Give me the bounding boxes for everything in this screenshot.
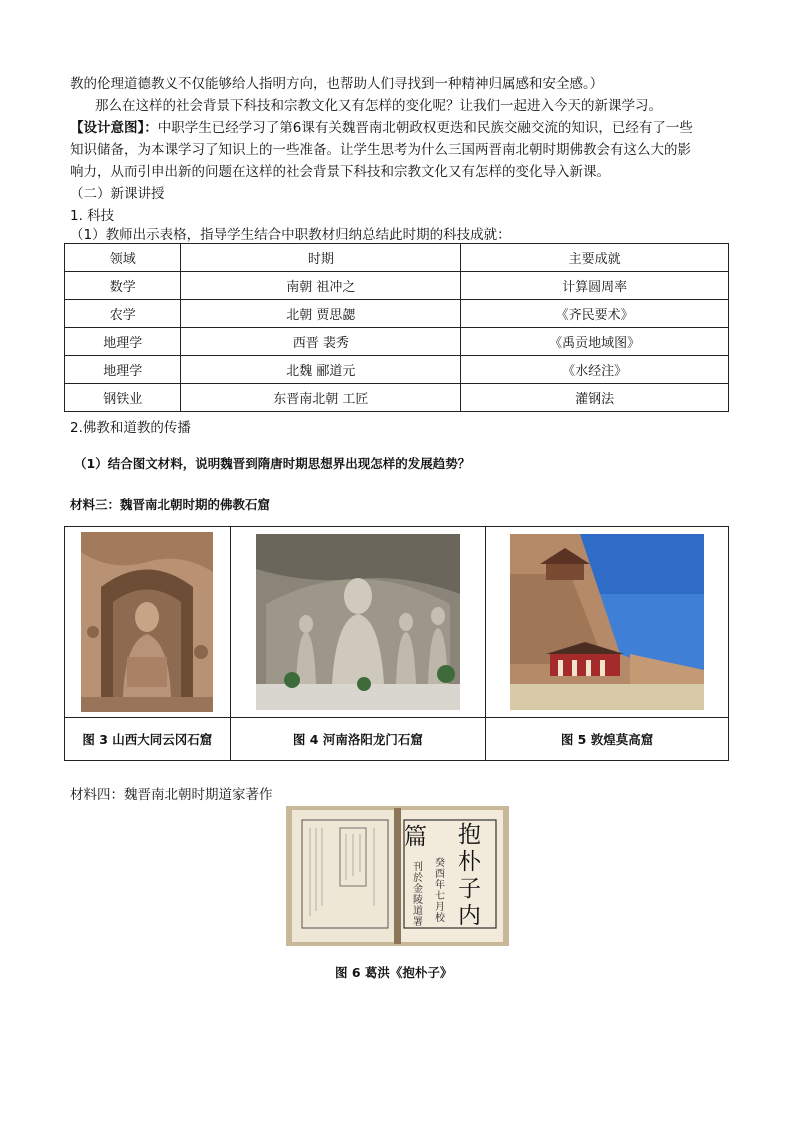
- design-intent-line-1: [70, 117, 693, 139]
- table-cell: 地理学: [65, 328, 181, 356]
- longmen-grotto-image: [256, 534, 460, 710]
- longmen-cell: [230, 527, 485, 718]
- book-title-char: 抱: [458, 822, 481, 848]
- table-cell: 地理学: [65, 356, 181, 384]
- table-cell: 北朝 贾思勰: [181, 300, 461, 328]
- book-title: [458, 822, 484, 930]
- table-cell: 计算圆周率: [461, 272, 729, 300]
- book-side-char: 篇: [404, 824, 427, 850]
- book-note-right: 癸酉年七月校: [435, 858, 445, 924]
- buddhism-heading: 2.佛教和道教的传播: [70, 420, 191, 436]
- table-cell: 《齐民要术》: [461, 300, 729, 328]
- intro-line-1: 教的伦理道德教义不仅能够给人指明方向，也帮助人们寻找到一种精神归属感和安全感。）: [70, 76, 604, 92]
- figure-caption: 图 3 山西大同云冈石窟: [65, 718, 231, 761]
- table-header-row: [65, 244, 729, 272]
- header-cell: 时期: [181, 244, 461, 272]
- book-title-char: 子: [458, 876, 481, 902]
- table-cell: 《禹贡地域图》: [461, 328, 729, 356]
- table-row: [65, 356, 729, 384]
- question-text: （1）结合图文材料，说明魏晋到隋唐时期思想界出现怎样的发展趋势？: [74, 456, 471, 471]
- table-row: [65, 384, 729, 412]
- tech-table: [64, 243, 729, 412]
- design-intent-label: 【设计意图】：: [70, 120, 158, 136]
- table-row: [65, 272, 729, 300]
- mogao-cell: [486, 527, 729, 718]
- table-cell: 东晋南北朝 工匠: [181, 384, 461, 412]
- design-intent-text-1: 中职学生已经学习了第6课有关魏晋南北朝政权更迭和民族交融交流的知识，已经有了一些: [157, 120, 693, 136]
- mogao-grotto-image: [510, 534, 704, 710]
- design-intent-line-2: 知识储备，为本课学习了知识上的一些准备。让学生思考为什么三国两晋南北朝时期佛教会有这么大的影: [70, 142, 691, 158]
- yungang-grotto-image: [81, 532, 213, 712]
- header-cell: 主要成就: [461, 244, 729, 272]
- figure-caption: 图 4 河南洛阳龙门石窟: [230, 718, 485, 761]
- table-cell: 南朝 祖冲之: [181, 272, 461, 300]
- grotto-figure-table: [64, 526, 729, 761]
- book-note-left: 刊於金陵道署: [413, 862, 423, 928]
- header-cell: 领域: [65, 244, 181, 272]
- book-title-char: 内: [458, 903, 481, 929]
- table-cell: 数学: [65, 272, 181, 300]
- table-cell: 北魏 郦道元: [181, 356, 461, 384]
- section-heading: （二）新课讲授: [70, 186, 165, 202]
- table-cell: 灌钢法: [461, 384, 729, 412]
- material-4-title: 材料四：魏晋南北朝时期道家著作: [70, 787, 273, 803]
- design-intent-line-3: 响力，从而引申出新的问题在这样的社会背景下科技和宗教文化又有怎样的变化导入新课。: [70, 164, 610, 180]
- table-row: [65, 328, 729, 356]
- tech-instruction: （1）教师出示表格，指导学生结合中职教材归纳总结此时期的科技成就：: [70, 227, 511, 243]
- table-row: [65, 300, 729, 328]
- table-cell: 《水经注》: [461, 356, 729, 384]
- yungang-cell: [65, 527, 231, 718]
- figure-caption: 图 5 敦煌莫高窟: [486, 718, 729, 761]
- intro-line-2: 那么在这样的社会背景下科技和宗教文化又有怎样的变化呢？让我们一起进入今天的新课学习。: [95, 98, 662, 114]
- table-cell: 农学: [65, 300, 181, 328]
- table-cell: 西晋 裴秀: [181, 328, 461, 356]
- figure-6-caption: 图 6 葛洪《抱朴子》: [335, 965, 453, 980]
- material-3-title: 材料三：魏晋南北朝时期的佛教石窟: [70, 497, 271, 512]
- table-cell: 钢铁业: [65, 384, 181, 412]
- book-title-char: 朴: [458, 849, 481, 875]
- tech-heading: 1. 科技: [70, 208, 115, 224]
- baopuzi-book-image: [286, 806, 509, 946]
